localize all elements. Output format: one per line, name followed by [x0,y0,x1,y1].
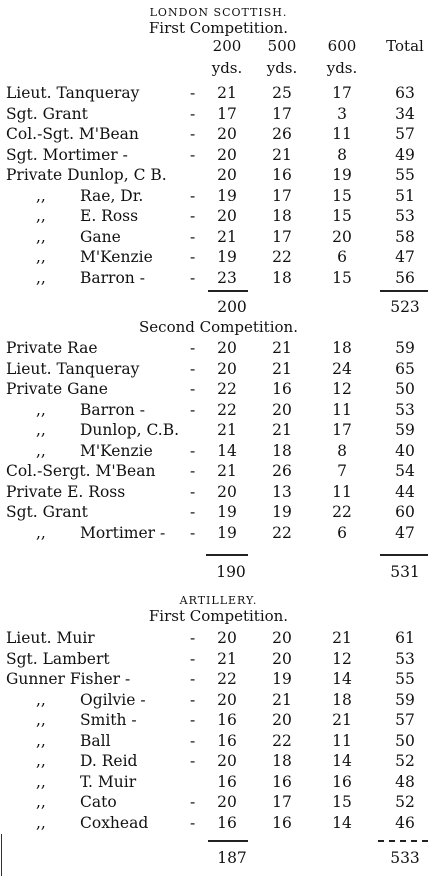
score-200-yds: 17 [217,104,237,123]
score-200-yds: 20 [217,166,237,184]
leader-dash: - [190,523,196,542]
section-subheading-first-competition: First Competition. [148,607,289,625]
score-600-yds: 18 [332,690,352,709]
score-200-yds: 19 [217,186,237,205]
score-600-yds: 6 [337,523,347,542]
score-total: 59 [395,339,415,357]
score-500-yds: 17 [272,793,292,811]
score-total: 53 [395,400,415,419]
competitor-name: Sgt. Mortimer - [6,145,128,164]
score-500-yds: 18 [272,441,292,460]
leader-dash: - [190,104,196,123]
score-total: 44 [395,482,415,501]
score-row [0,482,437,502]
competitor-name: Gunner Fisher - [6,670,131,688]
competitor-name: Ball [80,731,111,750]
score-row [0,628,437,648]
leader-dash: - [190,649,196,668]
column-header-total: Total [386,37,424,55]
score-total: 53 [395,207,415,225]
score-600-yds: 24 [332,359,352,378]
score-600-yds: 21 [332,711,352,729]
leader-dash: - [190,207,196,225]
leader-dash: - [190,400,196,419]
leader-dash: - [190,359,196,378]
ditto-mark: ,, [36,227,46,246]
section-heading-london-scottish: LONDON SCOTTISH. [149,6,288,19]
score-600-yds: 17 [332,84,352,102]
score-row [0,379,437,399]
ditto-mark: ,, [36,248,46,266]
score-row [0,813,437,833]
score-200-yds: 16 [217,813,237,832]
competitor-name: Col.-Sgt. M'Bean [6,125,139,143]
score-200-yds: 19 [217,248,237,266]
ditto-mark: ,, [36,523,46,542]
score-600-yds: 11 [332,125,352,143]
score-500-yds: 16 [272,813,292,832]
competitor-name: Dunlop, C.B. [80,421,180,439]
leader-dash: - [190,690,196,709]
score-row [0,359,437,379]
ditto-mark: ,, [36,793,46,811]
score-row [0,247,437,267]
competitor-name: Rae, Dr. [80,186,144,205]
score-600-yds: 11 [332,400,352,419]
score-200-yds: 20 [217,125,237,143]
leader-dash: - [190,731,196,750]
sum-first-column: 200 [217,298,247,316]
score-600-yds: 22 [332,503,352,521]
score-200-yds: 20 [217,793,237,811]
leader-dash: - [190,482,196,501]
leader-dash: - [190,670,196,688]
score-200-yds: 20 [217,482,237,501]
score-total: 52 [395,793,415,811]
score-600-yds: 15 [332,268,352,287]
leader-dash: - [190,339,196,357]
column-header-500: 500 [267,37,297,55]
score-200-yds: 14 [217,441,237,460]
score-600-yds: 17 [332,421,352,439]
competitor-name: M'Kenzie [80,441,153,460]
leader-dash: - [190,186,196,205]
competitor-name: Private Gane [6,380,108,398]
score-total: 50 [395,731,415,750]
score-600-yds: 15 [332,793,352,811]
score-200-yds: 16 [217,772,237,791]
score-600-yds: 3 [337,104,347,123]
score-500-yds: 21 [272,421,292,439]
score-200-yds: 21 [217,84,237,102]
score-200-yds: 21 [217,462,237,480]
column-header-600: 600 [327,37,357,55]
score-500-yds: 18 [272,752,292,770]
score-200-yds: 20 [217,690,237,709]
score-600-yds: 19 [332,166,352,184]
score-row [0,523,437,543]
score-500-yds: 20 [272,400,292,419]
score-200-yds: 20 [217,752,237,770]
score-total: 54 [395,462,415,480]
score-row [0,400,437,420]
sum-first-column: 190 [216,563,246,581]
competitor-name: Mortimer - [80,523,166,542]
score-600-yds: 8 [337,145,347,164]
score-total: 58 [395,227,415,246]
leader-dash: - [190,462,196,480]
competitor-name: Private Dunlop, C B. [6,166,167,184]
sum-rule-total-column [380,554,428,556]
sum-total-column: 523 [390,298,420,316]
score-200-yds: 19 [217,523,237,542]
competitor-name: Col.-Sergt. M'Bean [6,462,156,480]
score-total: 63 [395,84,415,102]
score-total: 46 [395,813,415,832]
leader-dash: - [190,752,196,770]
ditto-mark: ,, [36,711,46,729]
ditto-mark: ,, [36,207,46,225]
leader-dash: - [190,84,196,102]
score-row [0,186,437,206]
score-200-yds: 22 [217,670,237,688]
score-500-yds: 19 [272,670,292,688]
score-row [0,145,437,165]
score-row [0,165,437,185]
score-200-yds: 20 [217,339,237,357]
score-row [0,669,437,689]
competitor-name: Sgt. Grant [6,503,88,521]
score-200-yds: 21 [217,227,237,246]
score-500-yds: 26 [272,462,292,480]
score-500-yds: 21 [272,359,292,378]
score-500-yds: 21 [272,145,292,164]
score-600-yds: 7 [337,462,347,480]
score-row [0,461,437,481]
leader-dash: - [190,227,196,246]
score-200-yds: 16 [217,731,237,750]
score-row [0,268,437,288]
score-row [0,104,437,124]
score-row [0,124,437,144]
ditto-mark: ,, [36,186,46,205]
score-200-yds: 22 [217,400,237,419]
competitor-name: Ogilvie - [80,690,146,709]
ditto-mark: ,, [36,421,46,439]
leader-dash: - [190,145,196,164]
score-500-yds: 17 [272,227,292,246]
score-600-yds: 12 [332,649,352,668]
competitor-name: Cato [80,793,117,811]
score-500-yds: 16 [272,772,292,791]
score-row [0,83,437,103]
competitor-name: Private Rae [6,339,98,357]
score-200-yds: 20 [217,145,237,164]
ditto-mark: ,, [36,752,46,770]
score-row [0,206,437,226]
score-total: 40 [395,441,415,460]
score-200-yds: 20 [217,207,237,225]
score-total: 59 [395,421,415,439]
score-200-yds: 23 [217,268,237,287]
score-total: 55 [395,166,415,184]
score-row [0,772,437,792]
competitor-name: Barron - [80,400,145,419]
leader-dash: - [190,248,196,266]
competitor-name: T. Muir [80,772,137,791]
sum-rule-total-column [380,290,428,292]
competitor-name: Smith - [80,711,137,729]
score-row [0,731,437,751]
score-600-yds: 15 [332,207,352,225]
score-row [0,441,437,461]
score-600-yds: 20 [332,227,352,246]
column-unit-600: yds. [326,59,358,77]
score-600-yds: 18 [332,339,352,357]
sum-rule-total-column [378,840,428,842]
score-500-yds: 20 [272,629,292,647]
sum-rule-first-column [208,290,248,292]
score-500-yds: 17 [272,186,292,205]
ditto-mark: ,, [36,731,46,750]
sum-first-column: 187 [217,849,247,867]
score-500-yds: 20 [272,649,292,668]
leader-dash: - [190,711,196,729]
score-row [0,420,437,440]
score-600-yds: 14 [332,752,352,770]
score-row [0,710,437,730]
score-row [0,227,437,247]
score-500-yds: 22 [272,731,292,750]
score-500-yds: 21 [272,339,292,357]
score-200-yds: 21 [217,649,237,668]
ditto-mark: ,, [36,772,46,791]
column-unit-500: yds. [266,59,298,77]
score-600-yds: 14 [332,670,352,688]
ditto-mark: ,, [36,690,46,709]
score-600-yds: 12 [332,380,352,398]
ditto-mark: ,, [36,813,46,832]
competitor-name: Lieut. Tanqueray [6,359,140,378]
score-total: 60 [395,503,415,521]
ditto-mark: ,, [36,441,46,460]
competitor-name: Sgt. Lambert [6,649,110,668]
score-500-yds: 18 [272,207,292,225]
score-500-yds: 16 [272,380,292,398]
score-total: 65 [395,359,415,378]
leader-dash: - [190,268,196,287]
score-600-yds: 6 [337,248,347,266]
sum-total-column: 533 [390,849,420,867]
score-200-yds: 22 [217,380,237,398]
column-header-200: 200 [212,37,242,55]
score-500-yds: 21 [272,690,292,709]
competitor-name: Lieut. Muir [6,629,95,647]
sum-rule-first-column [206,554,248,556]
section-subheading-second-competition: Second Competition. [139,318,298,336]
score-row [0,338,437,358]
score-total: 52 [395,752,415,770]
score-200-yds: 20 [217,359,237,378]
score-total: 57 [395,125,415,143]
score-600-yds: 8 [337,441,347,460]
left-margin-line [1,834,2,876]
score-total: 56 [395,268,415,287]
score-row [0,690,437,710]
score-200-yds: 21 [217,421,237,439]
score-600-yds: 11 [332,731,352,750]
score-200-yds: 19 [217,503,237,521]
score-row [0,792,437,812]
competitor-name: M'Kenzie [80,248,153,266]
leader-dash: - [190,813,196,832]
column-unit-200: yds. [211,59,243,77]
score-500-yds: 22 [272,248,292,266]
competitor-name: Barron - [80,268,145,287]
score-total: 50 [395,380,415,398]
score-500-yds: 18 [272,268,292,287]
leader-dash: - [190,380,196,398]
score-600-yds: 11 [332,482,352,501]
competitor-name: E. Ross [80,207,139,225]
score-total: 59 [395,690,415,709]
leader-dash: - [190,629,196,647]
score-total: 34 [395,104,415,123]
score-500-yds: 25 [272,84,292,102]
section-heading-artillery: ARTILLERY. [179,594,258,607]
competitor-name: Lieut. Tanqueray [6,84,140,102]
section-subheading-first-competition: First Competition. [148,19,289,37]
score-500-yds: 20 [272,711,292,729]
score-total: 53 [395,649,415,668]
score-600-yds: 21 [332,629,352,647]
leader-dash: - [190,503,196,521]
score-row [0,649,437,669]
score-total: 57 [395,711,415,729]
score-total: 55 [395,670,415,688]
score-500-yds: 16 [272,166,292,184]
score-200-yds: 20 [217,629,237,647]
score-row [0,751,437,771]
competitor-name: Private E. Ross [6,482,126,501]
score-row [0,502,437,522]
sum-total-column: 531 [390,563,420,581]
score-total: 48 [395,772,415,791]
competitor-name: D. Reid [80,752,138,770]
leader-dash: - [190,441,196,460]
score-500-yds: 22 [272,523,292,542]
score-500-yds: 26 [272,125,292,143]
score-500-yds: 17 [272,104,292,123]
competitor-name: Sgt. Grant [6,104,88,123]
score-600-yds: 14 [332,813,352,832]
competitor-name: Gane [80,227,121,246]
score-total: 47 [395,248,415,266]
ditto-mark: ,, [36,400,46,419]
score-total: 61 [395,629,415,647]
score-600-yds: 15 [332,186,352,205]
ditto-mark: ,, [36,268,46,287]
competitor-name: Coxhead [80,813,149,832]
leader-dash: - [190,793,196,811]
score-total: 49 [395,145,415,164]
leader-dash: - [190,125,196,143]
score-200-yds: 16 [217,711,237,729]
score-total: 47 [395,523,415,542]
sum-rule-first-column [208,840,248,842]
score-500-yds: 13 [272,482,292,501]
score-total: 51 [395,186,415,205]
score-500-yds: 19 [272,503,292,521]
score-600-yds: 16 [332,772,352,791]
